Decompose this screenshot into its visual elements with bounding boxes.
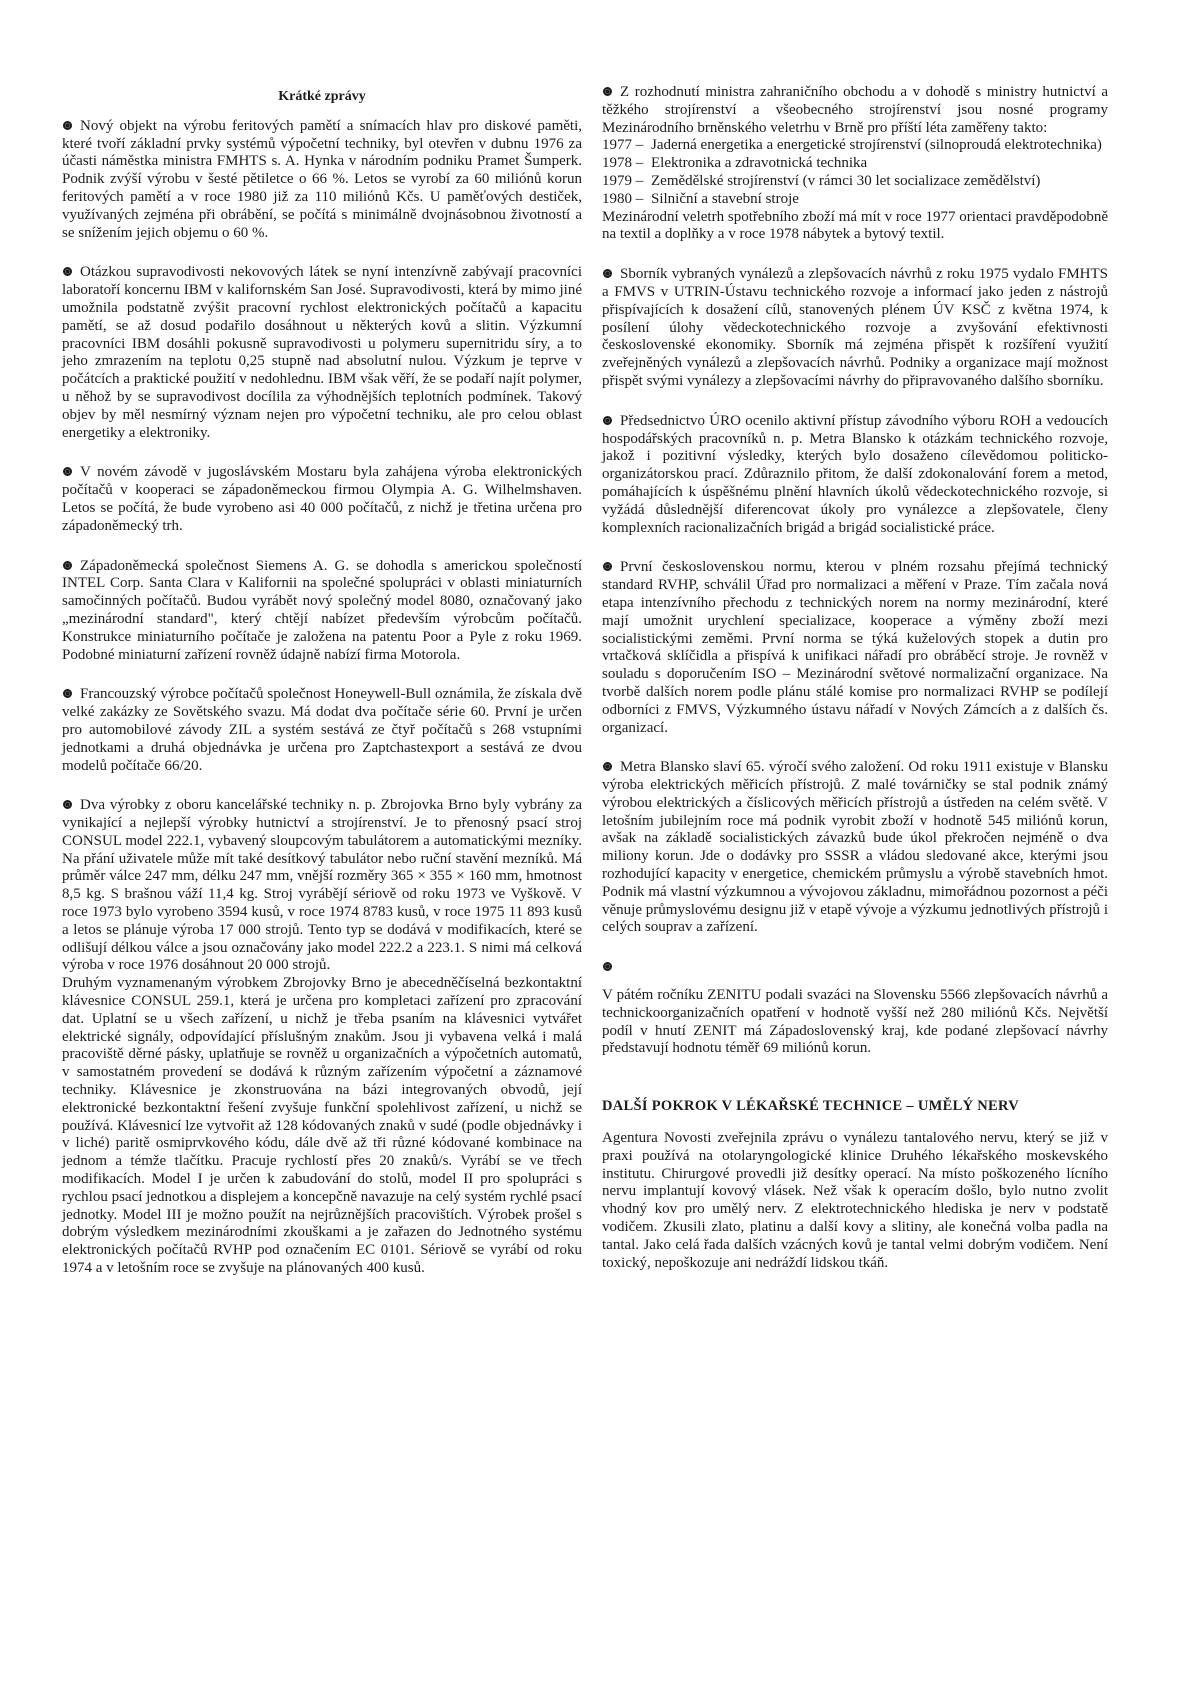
news-paragraph (602, 759, 1108, 937)
fair-program-list (602, 137, 1108, 208)
left-column (62, 84, 582, 1300)
news-text: Otázkou supravodivosti nekovových látek se nyní intenzívně zabývají pracovníci laboratoří koncernu IBM v kalifornském San José. Supravodivosti, která by mimo jiné umožnila podstatně zvýšit pracovní rychlost elektronických počítačů a kapacitu pamětí, se až dosud podařilo dosáhnout u některých kovů a slitin. Výzkumní pracovníci IBM dosáhli pokusně supravodivosti u polymeru supernitridu síry, a to jeho zmrazením na teplotu 0,25 stupně nad absolutní nulou. Výzkum je teprve v počátcích a praktické použití v nedohlednu. IBM však věří, že se podaří najít polymer, u něhož by se supravodivost docílila za výhodnějších teplotních podmínek. Takový objev by měl nesmírný význam nejen pro výpočetní techniku, ale pro celou oblast energetiky a elektroniky. (62, 264, 582, 441)
bullet-icon (63, 267, 72, 276)
news-text: Nový objekt na výrobu feritových pamětí a snímacích hlav pro diskové paměti, které tvoří základní prvky systémů výpočetní techniky, byl otevřen v dubnu 1976 za účasti náměstka ministra FMHTS s. A. Hynka v národním podniku Pramet Šumperk. Podnik zvýší výrobu v šesté pětiletce o 66 %. Letos se vyrobí za 60 miliónů korun feritových pamětí a v roce 1980 již za 110 miliónů Kčs. U paměťových destiček, využívaných zejména při obrábění, se počítá s minimálně dvojnásobnou životností a se snížením jejich objemu o 60 %. (62, 117, 582, 241)
news-text: Francouzský výrobce počítačů společnost Honeywell-Bull oznámila, že získala dvě velké zakázky ze Sovětského svazu. Má dodat dva počítače série 60. První je určen pro automobilové závody ZIL a systém sestává ze čtyř počítačů s 268 vstupními jednotkami a druhá objednávka je určena pro Zaptchastexport a sestává ze dvou modelů počítače 66/20. (62, 686, 582, 774)
news-item-mostar-computers (62, 464, 582, 535)
news-item-uro-metra (602, 413, 1108, 538)
news-text: První československou normu, kterou v plném rozsahu přejímá technický standard RVHP, schválil Úřad pro normalizaci a měření v Praze. Tím začala nová etapa intenzívního přechodu z technických norem na normy mezinárodní, které mají umožnit urychlení specializace, kooperace a výměny zboží mezi socialistickými zeměmi. První norma se týká kuželových stopek a dutin pro vrtačková sklíčidla a přispívá k unifikaci nářadí pro obráběcí stroje. Je rovněž v souladu s doporučením ISO – Mezinárodní světové normalizační organizace. Na tvorbě dalších norem podle plánu stálé komise pro normalizaci RVHP se podílejí odborníci z FMVS, Výzkumného ústavu nářadí v Nových Zámcích a z dalších čs. organizací. (602, 559, 1108, 736)
bullet-icon (63, 800, 72, 809)
news-paragraph (62, 264, 582, 442)
fair-topic: Elektronika a zdravotnická technika (651, 155, 868, 172)
news-paragraph (62, 118, 582, 243)
fair-topic: Jaderná energetika a energetické strojírenství (silnoproudá elektrotechnika) (651, 137, 1102, 154)
news-text: Metra Blansko slaví 65. výročí svého založení. Od roku 1911 existuje v Blansku výroba elektrických měřicích přístrojů. Z malé továrničky se stal podnik známý výrobou elektrických a číslicových měřicích přístrojů a ústředen na celém světě. V letošním jubilejním roce má podnik vyrobit zboží v hodnotě 545 miliónů korun, avšak na základě socialistických závazků bude úkol překročen nejméně o dva miliony korun. Jde o dodávky pro SSSR a vládou sledované akce, kterými jsou rozhodující kapacity v energetice, chemickém průmyslu a výrobě stavebních hmot. Podnik má vlastní výzkumnou a vývojovou základnu, mimořádnou pozornost a péči věnuje průmyslovému designu již v etapě vývoje a výzkumu jednotlivých přístrojů i celých souprav a zařízení. (602, 759, 1108, 936)
bullet-icon (603, 416, 612, 425)
news-item-zbrojovka-brno (62, 797, 582, 1278)
news-text: Dva výrobky z oboru kancelářské techniky n. p. Zbrojovka Brno byly vybrány za vynikající a nejlepší výrobky hutnictví a strojírenství. Je to přenosný psací stroj CONSUL model 222.1, vybavený sloupcovým tabulátorem a automatickými mezníky. Na přání uživatele může mít také desítkový tabulátor nebo ruční stavění mezníků. Má průměr válce 247 mm, délku 247 mm, vnější rozměry 365 × 355 × 160 mm, hmotnost 8,5 kg. S brašnou váží 11,4 kg. Stroj vyrábějí sériově od roku 1973 ve Vyškově. V roce 1973 bylo vyrobeno 3594 kusů, v roce 1974 8783 kusů, v roce 1975 11 893 kusů a letos se plánuje výroba 17 000 strojů. Tento typ se dodává v modifikacích, které se odlišují délkou válce a jsou označovány jako model 222.2 a 223.1. S nimi má celková výroba v roce 1976 dosáhnout 20 000 strojů. (62, 797, 582, 974)
bullet-icon (603, 762, 612, 771)
news-text: V novém závodě v jugoslávském Mostaru byla zahájena výroba elektronických počítačů v kooperaci se západoněmeckou firmou Olympia A. G. Wilhelmshaven. Letos se počítá, že bude vyrobeno asi 40 000 počítačů, z nichž je třetina určena pro západoněmecký trh. (62, 464, 582, 534)
news-paragraph (602, 84, 1108, 137)
news-paragraph (62, 464, 582, 535)
news-text: Předsednictvo ÚRO ocenilo aktivní přístup závodního výboru ROH a vedoucích hospodářských pracovníků n. p. Metra Blansko k otázkám technického rozvoje, jakož i pozitivní výsledky, kterých bylo dosaženo cílevědomou politicko-organizátorskou prací. Zdůraznilo přitom, že další zdokonalování forem a metod, pomáhajících k úspěšnému plnění hlavních úkolů vědeckotechnického rozvoje, si vyžádá důslednější diferencovat úkoly pro vynálezce a zlepšovatele, členy komplexních racionalizačních brigád a brigád socialistické práce. (602, 412, 1108, 536)
news-item-siemens-intel (62, 558, 582, 665)
news-paragraph (602, 559, 1108, 737)
news-text: Sborník vybraných vynálezů a zlepšovacích návrhů z roku 1975 vydalo FMHTS a FMVS v UTRIN-Ústavu technického rozvoje a informací jako jeden z nástrojů přispívajících k dosažení cílů, stanovených plénem ÚV KSČ z května 1974, k posílení úlohy vědeckotechnického rozvoje a zvyšování efektivnosti československé ekonomiky. Sborník má zejména přispět k rozšíření využití zveřejněných vynálezů a zlepšovacích návrhů. Podniky a organizace mají možnost přispět svými vynálezy a zlepšovacími návrhy do připravovaného dalšího sborníku. (602, 266, 1108, 389)
bullet-icon (63, 467, 72, 476)
news-paragraph (602, 987, 1108, 1058)
news-item-honeywell-bull (62, 686, 582, 775)
news-item-metra-anniversary (602, 759, 1108, 937)
news-paragraph (602, 266, 1108, 391)
list-item (602, 173, 1108, 191)
bullet-icon (63, 121, 72, 130)
news-text: Druhým vyznamenaným výrobkem Zbrojovky Brno je abecedněčíselná bezkontaktní klávesnice CONSUL 259.1, která je určena pro kompletaci zařízení pro zpracování dat. Uplatní se u všech zařízení, u nichž je třeba psaním na klávesnici vytvářet elektrické signály, odpovídající příslušným znakům. Jsou ji vybavena velká i malá pracoviště děrné pásky, uplatňuje se rovněž u organizačních a výpočetních automatů, v samostatném provedení se dodává k různým zařízením výpočetní a záznamové techniky. Klávesnice je zkonstruována na bázi integrovaných obvodů, její elektronické bezkontaktní řešení zvyšuje funkční spolehlivost zařízení, u nichž se používá. Klávesnicí lze vytvořit až 128 kódovaných znaků v sudé (podle objednávky i v liché) paritě osmiprvkového kódu, dále dvě až tři různé kódované kombinace na jednom a témže tlačítku. Pracuje rychlostí přes 20 znaků/s. Vyrábí se ve třech modifikacích. Model I je určen k zabudování do stolů, model II pro spolupráci s rychlou psací jednotkou a displejem a koncepčně navazuje na celý systém rychlé psací jednotky. Model III je možno použít na nejrůznějších pracovištích. Výrobek prošel s dobrým výsledkem mezinárodními zkouškami a je zařazen do Jednotného systému elektronických počítačů RVHP pod označením EC 0101. Sériově se vyrábí od roku 1974 a v letošním roce se zvyšuje na plánovaných 400 kusů. (62, 975, 582, 1277)
news-paragraph (62, 797, 582, 975)
section-title: Krátké zprávy (278, 89, 366, 104)
news-item-brno-fair (602, 84, 1108, 244)
bullet-icon (603, 269, 612, 278)
news-paragraph (602, 209, 1108, 245)
right-column (602, 84, 1108, 1272)
article-title: DALŠÍ POKROK V LÉKAŘSKÉ TECHNICE – UMĚLÝ NERV (602, 1098, 1020, 1115)
news-text: Západoněmecká společnost Siemens A. G. se dohodla s americkou společností INTEL Corp. Santa Clara v Kalifornii na společné spolupráci v oblasti miniaturních samočinných počítačů. Budou vyrábět nový společný model 8080, označovaný jako „mezinárodní standard", který chtějí nabízet především výrobcům počítačů. Konstrukce miniaturního počítače je založena na patentu Poor a Pyle z roku 1969. Podobné miniaturní zařízení rovněž údajně nabízí firma Motorola. (62, 557, 582, 663)
fair-year: 1979 – (602, 172, 647, 189)
news-item-rvhp-standard (602, 559, 1108, 737)
fair-year: 1978 – (602, 155, 647, 172)
news-item-inventions-anthology (602, 266, 1108, 391)
news-paragraph (602, 413, 1108, 538)
news-text: V pátém ročníku ZENITU podali svazáci na Slovensku 5566 zlepšovacích návrhů a technickoorganizačních opatření v hodnotě vyšší než 280 miliónů Kčs. Největší podíl v hnutí ZENIT má Západoslovenský kraj, kde podané zlepšovací návrhy představují hodnotu téměř 69 miliónů korun. (602, 987, 1108, 1057)
news-item-zenit (602, 959, 1108, 1058)
fair-year: 1977 – (602, 137, 647, 154)
list-item (602, 191, 1108, 209)
news-text: Z rozhodnutí ministra zahraničního obchodu a v dohodě s ministry hutnictví a těžkého strojírenství a všeobecného strojírenství jsou nosné programy Mezinárodního brněnského veletrhu v Brně pro příští léta zaměřeny takto: (602, 84, 1108, 136)
list-item (602, 137, 1108, 155)
news-paragraph (62, 975, 582, 1278)
fair-topic: Silniční a stavební stroje (651, 190, 799, 207)
news-paragraph (62, 686, 582, 775)
bullet-icon (603, 562, 612, 571)
fair-topic: Zemědělské strojírenství (v rámci 30 let socializace zemědělství) (651, 172, 1041, 189)
news-text: Mezinárodní veletrh spotřebního zboží má mít v roce 1977 orientaci pravděpodobně na textil a doplňky a v roce 1978 nábytek a bytový textil. (602, 208, 1108, 243)
bullet-icon (63, 689, 72, 698)
fair-year: 1980 – (602, 190, 647, 207)
bullet-icon (603, 962, 612, 971)
news-item-superconductivity (62, 264, 582, 442)
news-paragraph (602, 959, 1108, 977)
article-body: Agentura Novosti zveřejnila zprávu o vynálezu tantalového nervu, který se již v praxi používá na otolaryngologické klinice Druhého lékařského moskevského institutu. Chirurgové provedli již desítky operací. Na místo poškozeného lícního nervu implantují kovový vlásek. Než však k operacím došlo, bylo nutno zvolit vhodný kov pro umělý nerv. Z elektrotechnického hlediska je nerv v podstatě vodičem. Zkusili zlato, platinu a další kovy a slitiny, ale konečná volba padla na tantal. Jako celá řada dalších vzácných kovů je tantal velmi dobrým vodičem. Není toxický, nepoškozuje ani nedráždí lidskou tkáň. (602, 1130, 1108, 1271)
bullet-icon (603, 87, 612, 96)
news-item-ferrite-memory (62, 118, 582, 243)
list-item (602, 155, 1108, 173)
bullet-icon (63, 561, 72, 570)
news-paragraph (62, 558, 582, 665)
